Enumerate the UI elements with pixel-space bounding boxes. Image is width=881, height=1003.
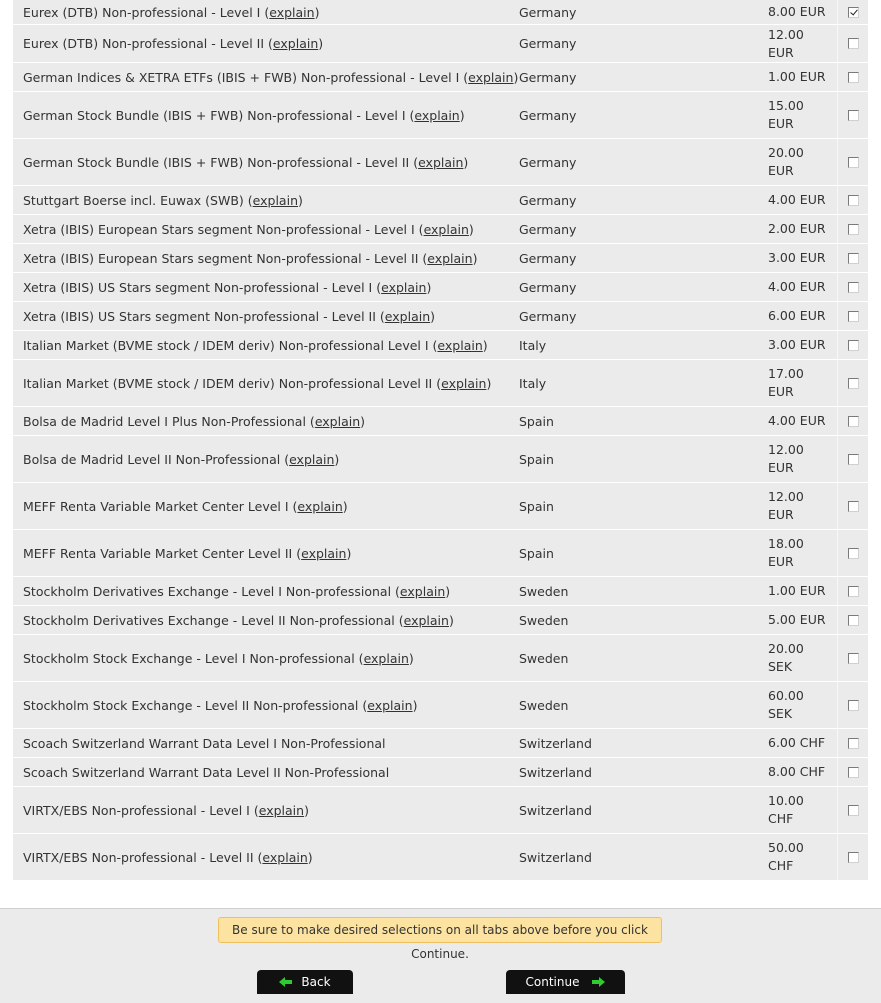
paren: ) [360, 413, 366, 429]
select-cell [837, 530, 869, 576]
market-name: Stuttgart Boerse incl. Euwax (SWB) [23, 192, 244, 208]
subscribe-checkbox[interactable] [848, 311, 859, 322]
paren: ( [243, 192, 253, 208]
table-row [13, 606, 868, 635]
country-cell: Germany [519, 250, 577, 266]
market-name-cell [23, 577, 513, 605]
market-name-cell [23, 635, 513, 681]
country-cell: Sweden [519, 650, 569, 666]
select-cell [837, 483, 869, 529]
table-row [13, 635, 868, 682]
market-name-cell [23, 787, 513, 833]
market-name-cell [23, 63, 519, 91]
table-row [13, 331, 868, 360]
country-cell: Germany [519, 279, 577, 295]
price-cell: 1.00 EUR [768, 69, 826, 84]
market-name: Eurex (DTB) Non-professional - Level II [23, 36, 265, 51]
select-cell [837, 834, 869, 880]
explain-link[interactable]: explain [258, 802, 305, 818]
paren: ( [372, 279, 382, 295]
explain-link[interactable]: explain [262, 849, 308, 865]
select-cell [837, 63, 869, 91]
market-name: Scoach Switzerland Warrant Data Level I Non-Professional [23, 735, 386, 751]
table-row [13, 834, 868, 881]
country-cell: Switzerland [519, 764, 592, 780]
paren: ( [414, 221, 424, 237]
country-cell: Germany [519, 4, 577, 20]
market-name: Stockholm Stock Exchange - Level I Non-professional [23, 650, 355, 666]
country-cell: Italy [519, 337, 547, 353]
market-name: Eurex (DTB) Non-professional - Level I [23, 4, 261, 20]
explain-link[interactable]: explain [384, 308, 431, 324]
paren: ) [298, 192, 303, 208]
table-row [13, 758, 868, 787]
market-name-cell [23, 25, 513, 62]
price-cell: 6.00 CHF [768, 735, 826, 750]
market-name: MEFF Renta Variable Market Center Level I [23, 498, 289, 514]
explain-link[interactable]: explain [301, 545, 347, 561]
market-name: Stockholm Derivatives Exchange - Level II Non-professional [23, 612, 395, 628]
paren: ) [482, 337, 488, 353]
country-cell: Germany [519, 107, 577, 123]
price-cell: 4.00 EUR [768, 279, 826, 294]
price-cell: 60.00 SEK [768, 688, 804, 721]
paren: ( [288, 498, 298, 514]
table-row [13, 25, 868, 63]
price-cell: 20.00 EUR [768, 145, 804, 178]
market-name: Xetra (IBIS) US Stars segment Non-professional - Level I [23, 279, 373, 295]
subscribe-checkbox[interactable] [848, 805, 859, 816]
paren: ) [408, 650, 414, 666]
paren: ) [412, 697, 418, 713]
table-row [13, 92, 868, 139]
market-name: Xetra (IBIS) US Stars segment Non-professional - Level II [23, 308, 376, 324]
market-name: Bolsa de Madrid Level I Plus Non-Professional [23, 413, 306, 429]
table-row [13, 186, 868, 215]
paren: ) [513, 69, 519, 85]
market-name-cell [23, 0, 513, 24]
paren: ( [391, 583, 400, 599]
country-cell: Sweden [519, 583, 569, 599]
select-cell [837, 635, 869, 681]
country-cell: Spain [519, 545, 554, 561]
explain-link[interactable]: explain [252, 192, 298, 208]
market-name-cell [23, 331, 513, 359]
explain-link[interactable]: explain [363, 650, 409, 666]
country-cell: Germany [519, 221, 577, 237]
market-name: Italian Market (BVME stock / IDEM deriv) Non-professional Level I [23, 337, 429, 353]
price-cell: 10.00 CHF [768, 793, 804, 826]
explain-link[interactable]: explain [297, 498, 343, 514]
paren: ) [318, 36, 324, 51]
market-name-cell [23, 244, 513, 272]
subscribe-checkbox[interactable] [848, 738, 859, 749]
paren: ( [280, 451, 290, 467]
subscribe-checkbox[interactable] [848, 454, 859, 465]
market-name: Xetra (IBIS) European Stars segment Non-professional - Level I [23, 221, 415, 237]
select-cell [837, 729, 869, 757]
market-name: VIRTX/EBS Non-professional - Level II [23, 849, 254, 865]
market-name-cell [23, 407, 513, 435]
continue-arrow-icon [591, 977, 605, 987]
notice-banner [218, 917, 662, 961]
price-cell: 4.00 EUR [768, 192, 826, 207]
price-cell: 1.00 EUR [768, 583, 826, 598]
market-name-cell [23, 302, 513, 330]
subscribe-checkbox[interactable] [848, 615, 859, 626]
subscribe-checkbox[interactable] [848, 224, 859, 235]
price-cell: 50.00 CHF [768, 840, 804, 873]
country-cell: Switzerland [519, 802, 592, 818]
subscribe-checkbox[interactable] [848, 700, 859, 711]
paren: ) [472, 250, 478, 266]
paren: ) [486, 375, 492, 391]
market-name-cell [23, 215, 513, 243]
select-cell [837, 92, 869, 138]
paren: ( [375, 308, 385, 324]
market-data-table [13, 0, 868, 881]
price-cell: 3.00 EUR [768, 250, 826, 265]
paren: ) [307, 849, 313, 865]
explain-link[interactable]: explain [367, 697, 413, 713]
country-cell: Sweden [519, 697, 569, 713]
subscribe-checkbox[interactable] [848, 7, 859, 18]
market-name-cell [23, 186, 513, 214]
explain-link[interactable]: explain [314, 413, 361, 429]
paren: ( [249, 802, 259, 818]
select-cell [837, 215, 869, 243]
select-cell [837, 302, 869, 330]
market-name-cell [23, 682, 513, 728]
table-row [13, 0, 868, 25]
table-row [13, 577, 868, 606]
notice-text: Be sure to make desired selections on all tabs above before you click Continue. [232, 923, 648, 961]
market-name: Stockholm Derivatives Exchange - Level I Non-professional [23, 583, 392, 599]
table-row [13, 787, 868, 834]
paren: ( [428, 337, 438, 353]
table-row [13, 63, 868, 92]
select-cell [837, 436, 869, 482]
country-cell: Germany [519, 192, 577, 208]
explain-link[interactable]: explain [272, 36, 319, 51]
select-cell [837, 360, 869, 406]
explain-link[interactable]: explain [437, 337, 483, 353]
back-arrow-icon [279, 977, 293, 987]
select-cell [837, 682, 869, 728]
market-name-cell [23, 834, 513, 880]
explain-link[interactable]: explain [418, 154, 464, 170]
price-cell: 20.00 SEK [768, 641, 804, 674]
subscribe-checkbox[interactable] [848, 195, 859, 206]
paren: ) [426, 279, 432, 295]
subscribe-checkbox[interactable] [848, 548, 859, 559]
table-row [13, 215, 868, 244]
paren: ) [342, 498, 348, 514]
subscribe-checkbox[interactable] [848, 852, 859, 863]
market-name-cell [23, 606, 513, 634]
explain-link[interactable]: explain [289, 451, 335, 467]
explain-link[interactable]: explain [399, 583, 446, 599]
subscribe-checkbox[interactable] [848, 38, 859, 49]
select-cell [837, 758, 869, 786]
explain-link[interactable]: explain [414, 107, 460, 123]
price-cell: 8.00 EUR [768, 4, 826, 19]
market-name: Italian Market (BVME stock / IDEM deriv) Non-professional Level II [23, 375, 433, 391]
table-row [13, 530, 868, 577]
country-cell: Germany [519, 308, 577, 324]
table-row [13, 302, 868, 331]
paren: ( [305, 413, 315, 429]
paren: ( [409, 154, 419, 170]
market-name-cell [23, 273, 513, 301]
market-name-cell [23, 483, 513, 529]
market-name-cell [23, 530, 513, 576]
subscribe-checkbox[interactable] [848, 282, 859, 293]
country-cell: Spain [519, 413, 554, 429]
price-cell: 15.00 EUR [768, 98, 804, 131]
paren: ( [459, 69, 469, 85]
select-cell [837, 25, 869, 62]
table-row [13, 360, 868, 407]
select-cell [837, 606, 869, 634]
explain-link[interactable]: explain [441, 375, 487, 391]
select-cell [837, 407, 869, 435]
paren: ( [432, 375, 442, 391]
select-cell [837, 273, 869, 301]
paren: ) [468, 221, 474, 237]
paren: ) [346, 545, 352, 561]
table-row [13, 729, 868, 758]
paren: ( [405, 107, 415, 123]
market-name: Stockholm Stock Exchange - Level II Non-professional [23, 697, 359, 713]
price-cell: 4.00 EUR [768, 413, 826, 428]
subscribe-checkbox[interactable] [848, 378, 859, 389]
price-cell: 6.00 EUR [768, 308, 826, 323]
paren: ( [418, 250, 428, 266]
price-cell: 8.00 CHF [768, 764, 826, 779]
country-cell: Switzerland [519, 849, 592, 865]
country-cell: Germany [519, 36, 577, 51]
price-cell: 12.00 EUR [768, 442, 804, 475]
paren: ) [445, 583, 451, 599]
paren: ( [358, 697, 368, 713]
country-cell: Sweden [519, 612, 569, 628]
market-name: MEFF Renta Variable Market Center Level II [23, 545, 293, 561]
paren: ) [430, 308, 436, 324]
market-name-cell [23, 729, 513, 757]
subscribe-checkbox[interactable] [848, 72, 859, 83]
table-row [13, 436, 868, 483]
continue-button[interactable] [506, 970, 625, 994]
country-cell: Germany [519, 69, 577, 85]
paren: ) [463, 154, 469, 170]
subscribe-checkbox[interactable] [848, 253, 859, 264]
country-cell: Italy [519, 375, 547, 391]
table-row [13, 244, 868, 273]
table-row [13, 139, 868, 186]
market-name: Bolsa de Madrid Level II Non-Professional [23, 451, 281, 467]
market-name-cell [23, 92, 513, 138]
paren: ( [260, 4, 270, 20]
back-label: Back [301, 975, 331, 989]
country-cell: Switzerland [519, 735, 592, 751]
subscribe-checkbox[interactable] [848, 586, 859, 597]
market-name-cell [23, 436, 513, 482]
country-cell: Spain [519, 451, 554, 467]
explain-link[interactable]: explain [403, 612, 449, 628]
select-cell [837, 244, 869, 272]
table-row [13, 483, 868, 530]
subscribe-checkbox[interactable] [848, 340, 859, 351]
price-cell: 12.00 EUR [768, 26, 804, 60]
select-cell [837, 787, 869, 833]
market-name: VIRTX/EBS Non-professional - Level I [23, 802, 250, 818]
select-cell [837, 331, 869, 359]
paren: ) [334, 451, 340, 467]
explain-link[interactable]: explain [427, 250, 473, 266]
country-cell: Germany [519, 154, 577, 170]
table-row [13, 273, 868, 302]
price-cell: 18.00 EUR [768, 536, 804, 569]
subscribe-checkbox[interactable] [848, 157, 859, 168]
subscribe-checkbox[interactable] [848, 110, 859, 121]
market-name: German Stock Bundle (IBIS + FWB) Non-professional - Level I [23, 107, 406, 123]
market-name: Xetra (IBIS) European Stars segment Non-professional - Level II [23, 250, 419, 266]
paren: ( [292, 545, 302, 561]
subscribe-checkbox[interactable] [848, 416, 859, 427]
explain-link[interactable]: explain [381, 279, 427, 295]
continue-label: Continue [525, 975, 580, 989]
table-row [13, 682, 868, 729]
price-cell: 17.00 EUR [768, 366, 804, 399]
select-cell [837, 186, 869, 214]
explain-link[interactable]: explain [468, 69, 514, 85]
explain-link[interactable]: explain [269, 4, 315, 20]
footer-bar [0, 908, 881, 1003]
market-name-cell [23, 360, 513, 406]
price-cell: 3.00 EUR [768, 337, 826, 352]
market-name: German Stock Bundle (IBIS + FWB) Non-professional - Level II [23, 154, 410, 170]
price-cell: 2.00 EUR [768, 221, 826, 236]
explain-link[interactable]: explain [423, 221, 469, 237]
back-button[interactable] [257, 970, 353, 994]
market-name-cell [23, 139, 513, 185]
subscribe-checkbox[interactable] [848, 767, 859, 778]
market-name: German Indices & XETRA ETFs (IBIS + FWB) Non-professional - Level I [23, 69, 460, 85]
subscribe-checkbox[interactable] [848, 501, 859, 512]
market-name-cell [23, 758, 513, 786]
select-cell [837, 577, 869, 605]
paren: ) [448, 612, 454, 628]
paren: ) [304, 802, 309, 818]
paren: ( [253, 849, 263, 865]
paren: ( [394, 612, 404, 628]
market-name: Scoach Switzerland Warrant Data Level II Non-Professional [23, 764, 390, 780]
price-cell: 12.00 EUR [768, 489, 804, 522]
select-cell [837, 0, 869, 24]
country-cell: Spain [519, 498, 554, 514]
paren: ( [264, 36, 273, 51]
price-cell: 5.00 EUR [768, 612, 826, 627]
select-cell [837, 139, 869, 185]
paren: ) [459, 107, 465, 123]
paren: ) [314, 4, 320, 20]
paren: ( [354, 650, 364, 666]
table-row [13, 407, 868, 436]
subscribe-checkbox[interactable] [848, 653, 859, 664]
